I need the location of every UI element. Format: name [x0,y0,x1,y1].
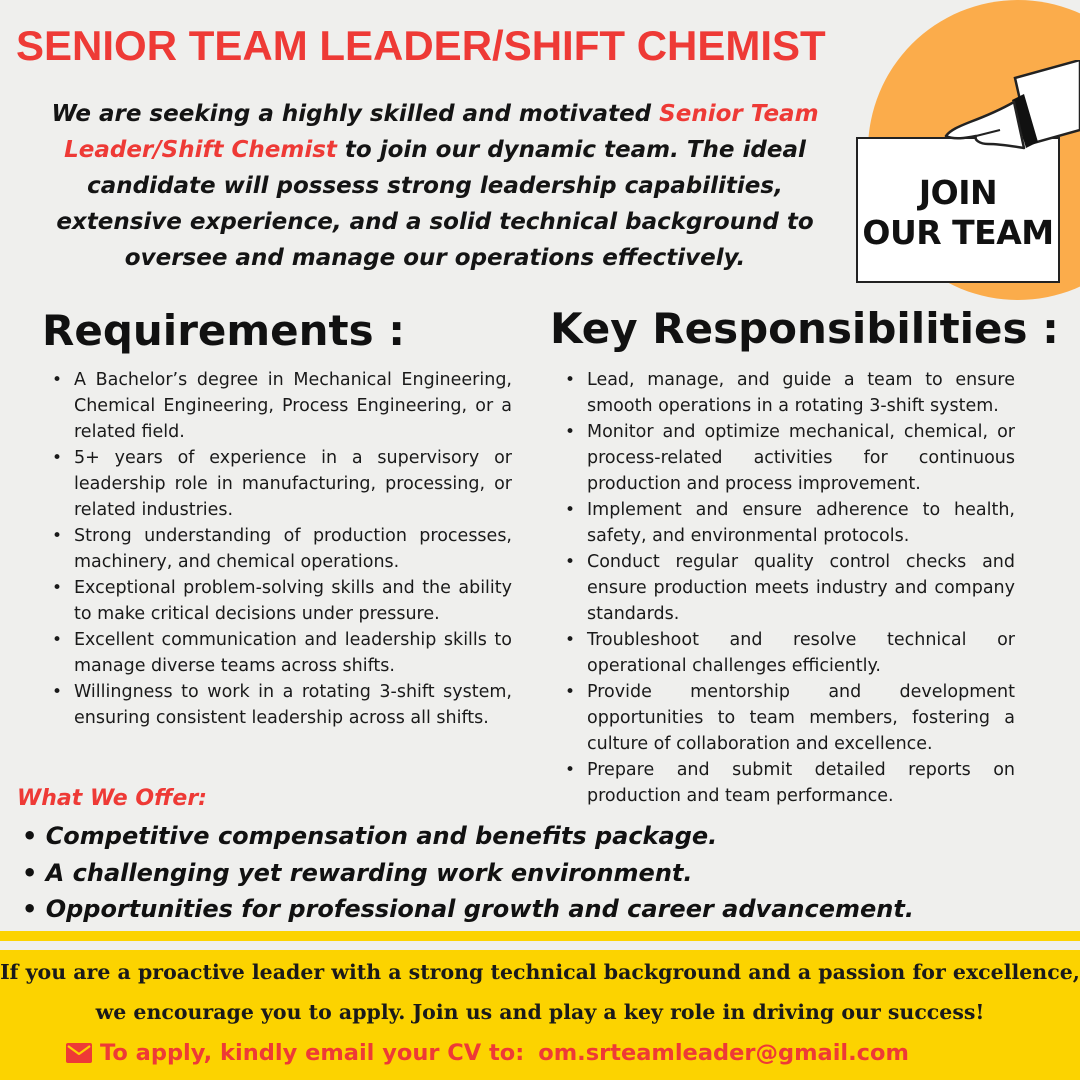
footer-banner [0,950,1080,1080]
list-item: • 5+ years of experience in a supervisory or leadership role in manufacturing, processing, or related industries. [52,448,512,520]
list-item: • Competitive compensation and benefits package. [22,822,718,850]
list-item: • Implement and ensure adherence to health, safety, and environmental protocols. [565,500,1015,546]
list-item: • Willingness to work in a rotating 3-shift system, ensuring consistent leadership across all shifts. [52,682,512,728]
apply-email-link[interactable]: om.srteamleader@gmail.com [538,1040,909,1066]
list-item: • Monitor and optimize mechanical, chemical, or process-related activities for continuous production and process improvement. [565,422,1015,494]
responsibilities-list [565,367,1015,809]
intro-before: We are seeking a highly skilled and motivated [51,101,660,127]
list-item: • Provide mentorship and development opportunities to team members, fostering a culture of collaboration and excellence. [565,682,1015,754]
list-item: • Exceptional problem-solving skills and the ability to make critical decisions under pressure. [52,578,512,624]
list-item: • Troubleshoot and resolve technical or operational challenges efficiently. [565,630,1015,676]
list-item: • Excellent communication and leadership skills to manage diverse teams across shifts. [52,630,512,676]
footer-line1: If you are a proactive leader with a strong technical background and a passion for excellence, [0,960,1080,984]
yellow-divider [0,931,1080,941]
list-item: • A challenging yet rewarding work environment. [22,858,693,887]
list-item: • Lead, manage, and guide a team to ensure smooth operations in a rotating 3-shift system. [565,370,1015,416]
intro-after: to join our dynamic team. The ideal candidate will possess strong leadership capabilities, extensive experience, and a solid technical background to oversee and manage our operations effectively. [56,137,814,271]
requirements-list [52,367,512,731]
footer-line2: we encourage you to apply. Join us and play a key role in driving our success! [95,1000,985,1024]
list-item: • A Bachelor’s degree in Mechanical Engineering, Chemical Engineering, Process Engineering, or a related field. [52,370,512,442]
pointing-hand-icon [920,60,1080,170]
list-item: • Strong understanding of production processes, machinery, and chemical operations. [52,526,512,572]
mail-icon [66,1043,92,1063]
apply-label: To apply, kindly email your CV to: [100,1040,525,1066]
offer-heading: What We Offer: [17,786,207,811]
responsibilities-heading: Key Responsibilities : [550,304,1059,353]
intro-paragraph [30,96,840,276]
join-sign-line1: JOIN [918,173,998,212]
list-item: • Opportunities for professional growth and career advancement. [22,895,914,923]
offer-list [22,818,914,928]
list-item: • Conduct regular quality control checks and ensure production meets industry and company standards. [565,552,1015,624]
join-sign-text [858,173,1058,253]
page-title: SENIOR TEAM LEADER/SHIFT CHEMIST [16,22,826,69]
list-item: • Prepare and submit detailed reports on production and team performance. [565,760,1015,806]
footer-message [0,952,1080,1032]
join-sign-line2: OUR TEAM [862,213,1054,252]
requirements-heading: Requirements : [42,306,406,355]
intro-highlight: Senior Team Leader/Shift Chemist [64,101,819,163]
apply-line [66,1040,909,1066]
